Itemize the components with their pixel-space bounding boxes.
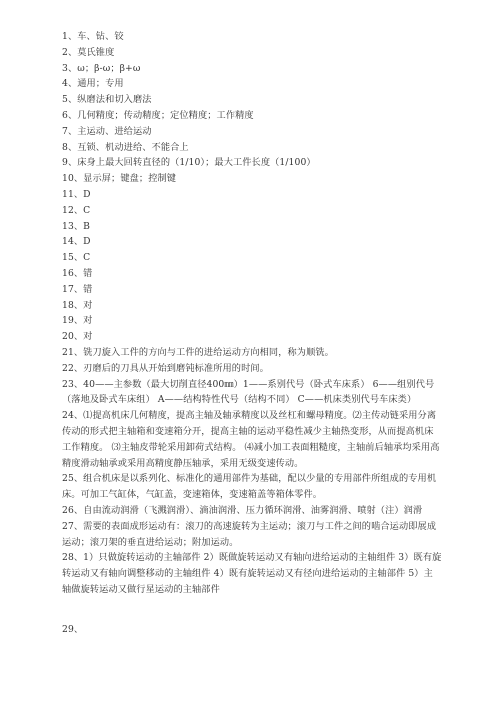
answer-paragraph: 24、⑴提高机床几何精度，提高主轴及轴承精度以及丝杠和螺母精度。⑵主传动链采用分离传动的形式把主轴箱和变速箱分开，提高主轴的运动平稳性减少主轴热变形，从而提高机床工作精度。 ⑶主轴皮带轮采用卸荷式结构。 ⑷减小加工表面粗糙度，主轴前后轴承均采用高精度滑动轴承或采用高精度静压轴承，采用无级变速传动。 (62, 410, 440, 469)
answer-line: 29、 (62, 623, 84, 635)
answer-line: 15、C (62, 252, 91, 264)
answer-line: 5、纵磨法和切入磨法 (62, 94, 152, 106)
answer-paragraph: 28、1）只做旋转运动的主轴部件 2）既做旋转运动又有轴向进给运动的主轴组件 3）既有旋转运动又有轴向调整移动的主轴组件 4）既有旋转运动又有径向进给运动的主轴部件 5）主轴做旋转运动又做行星运动的主轴部件 (62, 552, 442, 595)
answer-paragraph: 23、40——主参数（最大切削直径400㎜）1——系别代号（卧式车床系） 6——组别代号（落地及卧式车床组） A——结构特性代号（结构不同） C——机床类别代号车床类） (62, 378, 435, 406)
answer-paragraph: 25、组合机床是以系列化、标准化的通用部件为基础，配以少量的专用部件所组成的专用机床。可加工气缸体，气缸盖，变速箱体，变速箱盖等箱体零件。 (62, 473, 437, 501)
answer-line: 2、莫氏锥度 (62, 46, 115, 58)
answer-line: 20、对 (62, 331, 93, 343)
answer-line: 11、D (62, 188, 91, 200)
answer-line: 8、互锁、机动进给、不能合上 (62, 141, 189, 153)
blank-space (62, 598, 442, 622)
answer-line: 12、C (62, 204, 91, 216)
answer-line: 3、ω；β-ω；β+ω (62, 62, 141, 74)
answer-paragraph: 27、需要的表面成形运动有：滚刀的高速旋转为主运动；滚刀与工件之间的啮合运动即展成运动；滚刀架的垂直进给运动；附加运动。 (62, 520, 437, 548)
answer-paragraph: 26、自由流动润滑（飞溅润滑）、滴油润滑、压力循环润滑、油雾润滑、喷射（注）润滑 (62, 504, 423, 516)
answer-line: 1、车、钻、铰 (62, 31, 124, 42)
answer-list (62, 29, 442, 637)
answer-line: 14、D (62, 236, 91, 248)
answer-line: 6、几何精度；传动精度；定位精度；工作精度 (62, 109, 254, 121)
answer-line: 16、错 (62, 267, 93, 279)
answer-line: 21、铣刀旋入工件的方向与工件的进给运动方向相同，称为顺铣。 (62, 346, 334, 358)
answer-line: 4、通用；专用 (62, 78, 124, 90)
answer-line: 9、床身上最大回转直径的（1/10）；最大工件长度（1/100） (62, 157, 316, 169)
answer-line: 19、对 (62, 315, 93, 327)
answer-line: 10、显示屏；键盘；控制键 (62, 173, 177, 185)
answer-line: 18、对 (62, 299, 93, 311)
answer-line: 13、B (62, 220, 91, 232)
answer-line: 22、刃磨后的刀具从开始到磨钝标准所用的时间。 (62, 362, 269, 374)
answer-line: 17、错 (62, 283, 93, 295)
answer-line: 7、主运动、进给运动 (62, 125, 152, 137)
